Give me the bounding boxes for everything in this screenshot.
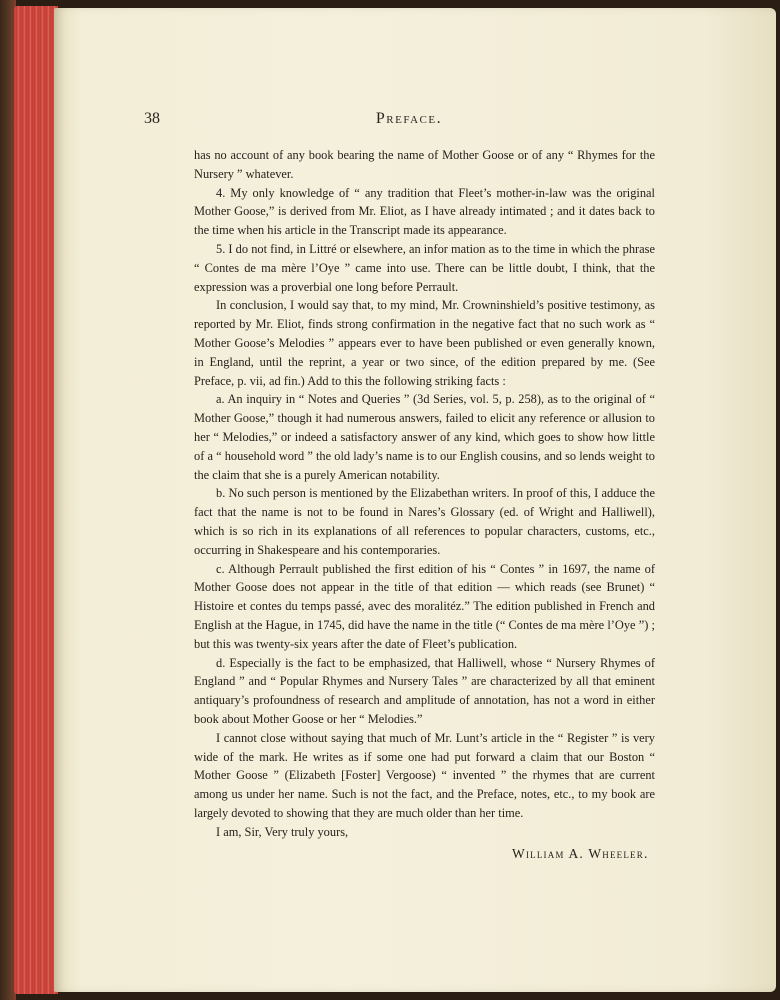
signature: William A. Wheeler.: [512, 846, 649, 861]
page-edges: [14, 6, 58, 994]
paragraph: 5. I do not find, in Littré or elsewhere, an infor mation as to the time in which the phrase “ Contes de ma mère l’Oye ” came into use. There can be little doubt, I think, that the expression was a proverbial one long before Perrault.: [194, 241, 655, 294]
page-number: 38: [144, 110, 160, 127]
paragraph: a. An inquiry in “ Notes and Queries ” (3d Series, vol. 5, p. 258), as to the original of “ Mother Goose,” though it had numerous answers, failed to elicit any reference or allusion to her “ Melodies,” or indeed a satisfactory answer of any kind, which goes to show how little of a “ household word ” the old lady’s name is to our English cousins, and so lends weight to the claim that she is a purely American notability.: [194, 392, 655, 482]
paragraph: 4. My only knowledge of “ any tradition that Fleet’s mother-in-law was the original Mother Goose,” is derived from Mr. Eliot, as I have already intimated ; and it dates back to the time when his article in the Transcript made its appearance.: [194, 185, 655, 238]
paragraph: c. Although Perrault published the first edition of his “ Contes ” in 1697, the name of Mother Goose does not appear in the title of that edition — which reads (see Brunet) “ Histoire et contes du temps passé, avec des moralitéz.” The edition published in French and English at the Hague, in 1745, did have the name in the title (“ Contes de ma mère l’Oye ”) ; but this was twenty-six years after the date of Fleet’s publication.: [194, 561, 655, 651]
running-head: Preface.: [375, 110, 443, 127]
paragraph: I cannot close without saying that much of Mr. Lunt’s article in the “ Register ” is very wide of the mark. He writes as if some one had put forward a claim that our Boston “ Mother Goose ” (Elizabeth [Foster] Vergoose) “ invented ” the rhymes that are current among us under her name. Such is not the fact, and the Preface, notes, etc., to my book are largely devoted to showing that they are much older than her time.: [194, 730, 655, 820]
page-header: [144, 110, 674, 134]
paragraph: In conclusion, I would say that, to my mind, Mr. Crowninshield’s positive testimony, as reported by Mr. Eliot, finds strong confirmation in the negative fact that no such work as “ Mother Goose’s Melodies ” appears ever to have been published or even generally known, in England, until the reprint, a year or two since, of the edition prepared by me. (See Preface, p. vii, ad fin.) Add to this the following striking facts :: [194, 298, 655, 388]
paragraph: d. Especially is the fact to be emphasized, that Halliwell, whose “ Nursery Rhymes of England ” and “ Popular Rhymes and Nursery Tales ” are characterized by all that eminent antiquary’s profoundness of research and amplitude of annotation, has not a word in either book about Mother Goose or her “ Melodies.”: [194, 655, 655, 726]
closing-line: I am, Sir, Very truly yours,: [216, 824, 349, 839]
paragraph: b. No such person is mentioned by the Elizabethan writers. In proof of this, I adduce the fact that the name is not to be found in Nares’s Glossary (ed. of Wright and Halliwell), which is so rich in its explanations of all references to popular characters, customs, etc., occurring in Shakespeare and his contemporaries.: [194, 486, 655, 557]
paragraph: has no account of any book bearing the name of Mother Goose or of any “ Rhymes for the Nursery ” whatever.: [194, 148, 655, 181]
body-text: [194, 146, 655, 841]
